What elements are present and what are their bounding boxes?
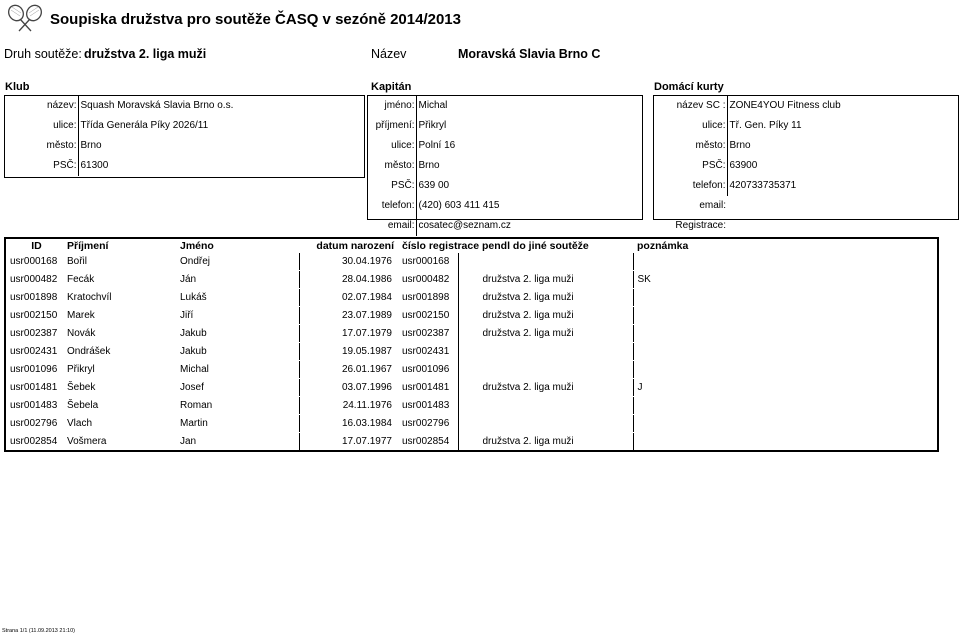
captain-field-value: Brno <box>416 156 641 176</box>
cell-loan: družstva 2. liga muži <box>482 328 574 339</box>
cell-birthdate: 30.04.1976 <box>299 253 398 271</box>
club-info-table <box>5 96 363 176</box>
table-row <box>5 325 938 343</box>
courts-field-value <box>727 216 957 236</box>
cell-registration: usr002796 <box>398 415 458 433</box>
club-row <box>5 116 363 136</box>
captain-heading: Kapitán <box>371 81 412 93</box>
courts-field-value: 420733735371 <box>727 176 957 196</box>
cell-loan: družstva 2. liga muži <box>482 292 574 303</box>
cell-id: usr000482 <box>10 274 58 285</box>
cell-firstname: Jan <box>180 436 197 447</box>
cell-registration: usr000482 <box>398 271 458 289</box>
courts-field-value <box>727 196 957 216</box>
club-field-value: Brno <box>78 136 363 156</box>
cell-surname: Novák <box>67 328 96 339</box>
club-row <box>5 156 363 176</box>
cell-birthdate: 16.03.1984 <box>299 415 398 433</box>
cell-id: usr002854 <box>10 436 58 447</box>
courts-field-label: město: <box>695 140 726 151</box>
captain-field-label: telefon: <box>381 200 415 211</box>
cell-registration: usr002854 <box>398 433 458 452</box>
table-row <box>5 415 938 433</box>
courts-field-label: Registrace: <box>675 220 726 231</box>
captain-field-label: jméno: <box>384 100 415 111</box>
cell-id: usr001898 <box>10 292 58 303</box>
table-row <box>5 361 938 379</box>
courts-row <box>654 196 957 216</box>
col-header-registration: číslo registrace <box>402 240 480 252</box>
col-header-birthdate: datum narození <box>316 240 394 252</box>
table-row <box>5 433 938 452</box>
cell-registration: usr001483 <box>398 397 458 415</box>
table-row <box>5 343 938 361</box>
captain-field-label: PSČ: <box>391 180 415 191</box>
cell-registration: usr001096 <box>398 361 458 379</box>
captain-field-value: 639 00 <box>416 176 641 196</box>
captain-field-label: příjmení: <box>375 120 415 131</box>
cell-registration: usr002150 <box>398 307 458 325</box>
club-row <box>5 136 363 156</box>
table-row <box>5 379 938 397</box>
cell-birthdate: 28.04.1986 <box>299 271 398 289</box>
crossed-rackets-icon <box>4 4 46 32</box>
cell-loan: družstva 2. liga muži <box>482 382 574 393</box>
captain-field-value: (420) 603 411 415 <box>416 196 641 216</box>
page-title: Soupiska družstva pro soutěže ČASQ v sezóně 2014/2013 <box>50 11 461 28</box>
team-name-label: Název <box>371 47 407 61</box>
captain-row <box>368 216 641 236</box>
cell-loan <box>458 415 633 433</box>
cell-surname: Bořil <box>67 256 88 267</box>
cell-surname: Šebek <box>67 382 96 393</box>
club-field-value: Squash Moravská Slavia Brno o.s. <box>78 96 363 116</box>
courts-field-label: ulice: <box>702 120 726 131</box>
cell-id: usr002431 <box>10 346 58 357</box>
courts-heading: Domácí kurty <box>654 81 724 93</box>
cell-id: usr001483 <box>10 400 58 411</box>
courts-row <box>654 156 957 176</box>
cell-registration: usr001898 <box>398 289 458 307</box>
cell-id: usr001096 <box>10 364 58 375</box>
cell-id: usr001481 <box>10 382 58 393</box>
competition-type-value: družstva 2. liga muži <box>84 47 207 61</box>
table-row <box>5 289 938 307</box>
courts-row <box>654 216 957 236</box>
captain-row <box>368 156 641 176</box>
captain-field-label: email: <box>387 220 415 231</box>
courts-field-label: telefon: <box>692 180 726 191</box>
courts-field-value: ZONE4YOU Fitness club <box>727 96 957 116</box>
cell-note <box>633 307 938 325</box>
cell-birthdate: 26.01.1967 <box>299 361 398 379</box>
courts-row <box>654 176 957 196</box>
captain-field-value: Michal <box>416 96 641 116</box>
team-name-value: Moravská Slavia Brno C <box>458 47 601 61</box>
cell-note: J <box>633 379 938 397</box>
cell-firstname: Michal <box>180 364 209 375</box>
club-field-label: ulice: <box>53 120 77 131</box>
col-header-firstname: Jméno <box>180 240 214 252</box>
courts-row <box>654 116 957 136</box>
cell-birthdate: 24.11.1976 <box>299 397 398 415</box>
cell-birthdate: 17.07.1979 <box>299 325 398 343</box>
cell-firstname: Lukáš <box>180 292 207 303</box>
cell-surname: Kratochvíl <box>67 292 112 303</box>
cell-firstname: Jakub <box>180 328 207 339</box>
club-field-value: Třída Generála Píky 2026/11 <box>78 116 363 136</box>
cell-surname: Vošmera <box>67 436 107 447</box>
courts-field-value: 63900 <box>727 156 957 176</box>
cell-note <box>633 325 938 343</box>
cell-note: SK <box>633 271 938 289</box>
cell-registration: usr000168 <box>398 253 458 271</box>
captain-field-value: Přikryl <box>416 116 641 136</box>
club-field-label: PSČ: <box>53 160 77 171</box>
captain-row <box>368 136 641 156</box>
roster-header-row <box>5 238 938 253</box>
table-row <box>5 397 938 415</box>
courts-field-label: email: <box>699 200 726 211</box>
cell-loan: družstva 2. liga muži <box>482 436 574 447</box>
cell-loan: družstva 2. liga muži <box>482 274 574 285</box>
cell-firstname: Roman <box>180 400 213 411</box>
cell-loan <box>458 253 633 271</box>
cell-firstname: Ondřej <box>180 256 211 267</box>
competition-type-label: Druh soutěže: <box>4 47 82 61</box>
cell-id: usr002796 <box>10 418 58 429</box>
cell-surname: Ondrášek <box>67 346 111 357</box>
club-field-value: 61300 <box>78 156 363 176</box>
cell-note <box>633 397 938 415</box>
cell-surname: Šebela <box>67 400 99 411</box>
cell-surname: Vlach <box>67 418 93 429</box>
cell-note <box>633 415 938 433</box>
captain-info-table <box>368 96 641 236</box>
courts-info-table <box>654 96 957 236</box>
captain-row <box>368 176 641 196</box>
cell-note <box>633 289 938 307</box>
cell-id: usr002150 <box>10 310 58 321</box>
cell-birthdate: 17.07.1977 <box>299 433 398 452</box>
club-field-label: město: <box>46 140 77 151</box>
col-header-id: ID <box>31 240 42 252</box>
cell-loan <box>458 343 633 361</box>
captain-row <box>368 116 641 136</box>
cell-id: usr000168 <box>10 256 58 267</box>
cell-firstname: Martin <box>180 418 208 429</box>
cell-note <box>633 433 938 452</box>
cell-loan <box>458 397 633 415</box>
cell-registration: usr002387 <box>398 325 458 343</box>
club-heading: Klub <box>5 81 30 93</box>
cell-note <box>633 343 938 361</box>
captain-row <box>368 96 641 116</box>
club-row <box>5 96 363 116</box>
table-row <box>5 253 938 271</box>
cell-note <box>633 361 938 379</box>
courts-field-label: PSČ: <box>702 160 726 171</box>
captain-field-label: ulice: <box>391 140 415 151</box>
captain-field-value: Polní 16 <box>416 136 641 156</box>
cell-surname: Fecák <box>67 274 95 285</box>
cell-birthdate: 03.07.1996 <box>299 379 398 397</box>
cell-id: usr002387 <box>10 328 58 339</box>
captain-field-value: cosatec@seznam.cz <box>416 216 641 236</box>
courts-field-value: Brno <box>727 136 957 156</box>
cell-birthdate: 19.05.1987 <box>299 343 398 361</box>
cell-birthdate: 02.07.1984 <box>299 289 398 307</box>
table-row <box>5 271 938 289</box>
captain-field-label: město: <box>384 160 415 171</box>
cell-surname: Přikryl <box>67 364 95 375</box>
table-row <box>5 307 938 325</box>
club-field-label: název: <box>47 100 77 111</box>
courts-field-label: název SC : <box>676 100 726 111</box>
cell-surname: Marek <box>67 310 95 321</box>
col-header-note: poznámka <box>637 240 689 252</box>
cell-firstname: Ján <box>180 274 197 285</box>
roster-table <box>4 237 939 452</box>
captain-row <box>368 196 641 216</box>
col-header-surname: Příjmení <box>67 240 109 252</box>
courts-row <box>654 136 957 156</box>
cell-registration: usr001481 <box>398 379 458 397</box>
cell-note <box>633 253 938 271</box>
cell-loan <box>458 361 633 379</box>
cell-loan: družstva 2. liga muži <box>482 310 574 321</box>
col-header-loan: pendl do jiné soutěže <box>482 240 589 252</box>
cell-firstname: Jiří <box>180 310 194 321</box>
courts-row <box>654 96 957 116</box>
cell-birthdate: 23.07.1989 <box>299 307 398 325</box>
page-footer: Strana 1/1 (11.09.2013 21:10) <box>2 628 75 634</box>
cell-registration: usr002431 <box>398 343 458 361</box>
cell-firstname: Josef <box>180 382 204 393</box>
courts-field-value: Tř. Gen. Píky 11 <box>727 116 957 136</box>
cell-firstname: Jakub <box>180 346 207 357</box>
